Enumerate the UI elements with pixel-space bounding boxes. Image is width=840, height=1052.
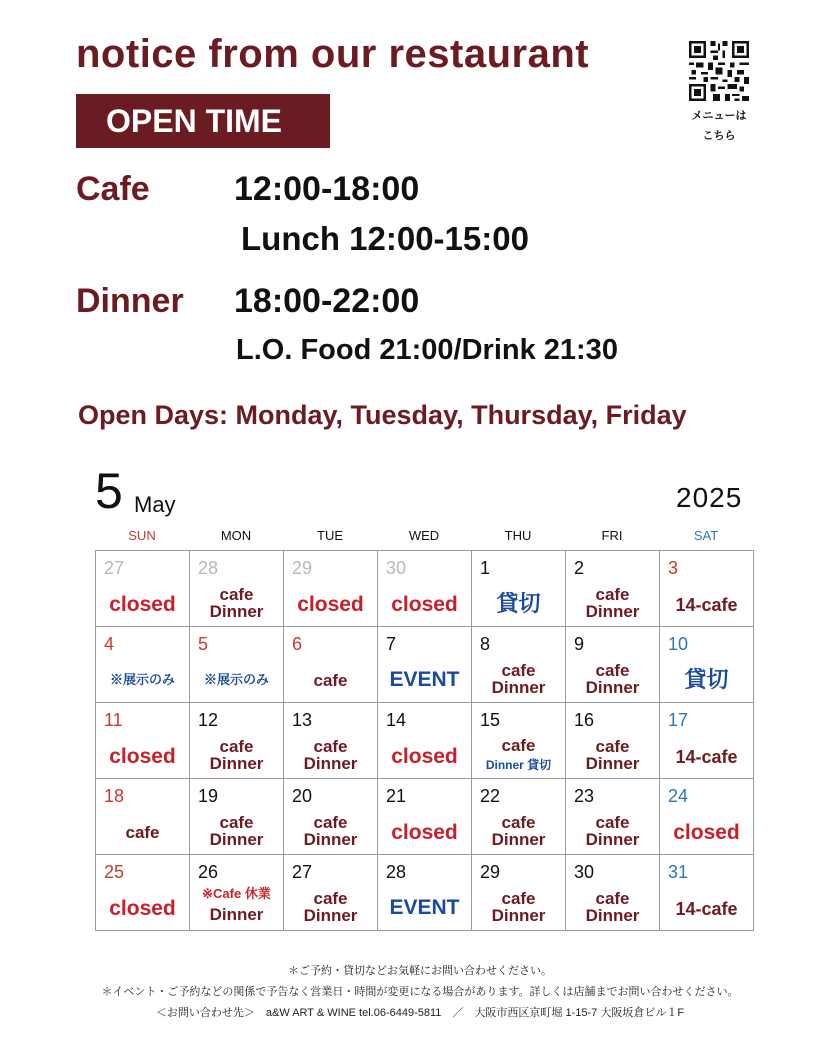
calendar-day	[660, 779, 754, 855]
day-number: 29	[480, 862, 501, 882]
calendar-day	[566, 779, 660, 855]
status-cafe-dinner	[472, 662, 565, 696]
calendar-day	[566, 551, 660, 627]
calendar-day	[660, 855, 754, 931]
calendar-week	[96, 703, 754, 779]
status-cafe: cafe	[219, 737, 254, 756]
qr-caption	[670, 106, 768, 146]
calendar-day	[378, 627, 472, 703]
day-number: 27	[292, 862, 313, 882]
day-number: 28	[198, 558, 219, 578]
dinner-label: Dinner	[76, 282, 184, 320]
weekday-header	[95, 528, 753, 548]
status-cafe-dinner	[284, 738, 377, 772]
calendar-day	[190, 855, 284, 931]
status-cafe-dinner	[284, 890, 377, 924]
status-cafe: cafe	[595, 585, 630, 604]
day-number: 4	[104, 634, 115, 654]
calendar-day	[378, 703, 472, 779]
day-number: 16	[574, 710, 595, 730]
weekday-sun: SUN	[128, 528, 156, 543]
status-dinner: Dinner	[585, 602, 640, 621]
status-dinner: Dinner	[303, 906, 358, 925]
day-number: 25	[104, 862, 125, 882]
status-cafe: cafe	[219, 585, 254, 604]
qr-caption-line2: こちら	[702, 130, 736, 142]
status-private: 貸切	[496, 591, 541, 616]
status-exhibition: ※展示のみ	[109, 672, 175, 687]
footer-note-2: ＊イベント・ご予約などの関係で予告なく営業日・時間が変更になる場合があります。詳しくは店舗までお問い合わせください。	[101, 986, 739, 998]
day-number: 14	[386, 710, 407, 730]
day-number: 20	[292, 786, 313, 806]
status-dinner: Dinner	[303, 754, 358, 773]
status-cafe: cafe	[313, 671, 348, 690]
status-closed: closed	[109, 897, 176, 920]
status-closed: closed	[391, 745, 458, 768]
calendar-day	[660, 551, 754, 627]
day-number: 1	[480, 558, 491, 578]
status-cafe-off: ※Cafe 休業	[202, 886, 271, 901]
day-number: 12	[198, 710, 219, 730]
day-number: 23	[574, 786, 595, 806]
day-number: 29	[292, 558, 313, 578]
calendar-day	[378, 779, 472, 855]
calendar-day	[472, 551, 566, 627]
status-dinner: Dinner	[585, 830, 640, 849]
day-number: 18	[104, 786, 125, 806]
day-number: 24	[668, 786, 689, 806]
weekday-fri: FRI	[601, 528, 623, 543]
status-cafe-dinner	[190, 586, 283, 620]
calendar-day	[566, 855, 660, 931]
calendar-grid	[95, 550, 754, 931]
day-number: 21	[386, 786, 407, 806]
day-number: 19	[198, 786, 219, 806]
calendar-day	[566, 627, 660, 703]
calendar-day	[96, 703, 190, 779]
month-name: May	[134, 492, 176, 517]
calendar-day	[660, 627, 754, 703]
day-number: 5	[198, 634, 209, 654]
calendar-day	[378, 551, 472, 627]
calendar-day	[566, 703, 660, 779]
calendar-day	[472, 627, 566, 703]
calendar-week	[96, 855, 754, 931]
day-number: 17	[668, 710, 689, 730]
day-number: 30	[574, 862, 595, 882]
day-number: 15	[480, 710, 501, 730]
calendar-day	[472, 779, 566, 855]
calendar-day	[96, 627, 190, 703]
status-cafe: cafe	[595, 813, 630, 832]
day-number: 7	[386, 634, 397, 654]
page-title: notice from our restaurant	[76, 32, 590, 76]
status-cafe-dinner	[566, 738, 659, 772]
status-dinner: Dinner	[491, 906, 546, 925]
day-number: 8	[480, 634, 491, 654]
month-number: 5	[95, 463, 123, 519]
calendar-day	[472, 855, 566, 931]
status-cafe: cafe	[595, 737, 630, 756]
status-14-cafe: 14-cafe	[675, 899, 738, 919]
status-dinner: Dinner	[209, 830, 264, 849]
status-cafe: cafe	[313, 889, 348, 908]
calendar-day	[96, 551, 190, 627]
status-closed: closed	[297, 593, 364, 616]
day-number: 3	[668, 558, 679, 578]
status-dinner: Dinner	[585, 754, 640, 773]
status-event: EVENT	[389, 668, 460, 691]
status-14-cafe: 14-cafe	[675, 747, 738, 767]
status-cafe: cafe	[501, 889, 536, 908]
status-cafe-dinner	[566, 890, 659, 924]
status-cafe-dinner	[472, 814, 565, 848]
status-cafe-dinner	[472, 890, 565, 924]
calendar-day	[378, 855, 472, 931]
status-closed: closed	[391, 821, 458, 844]
footer-note-1: ＊ご予約・貸切などお気軽にお問い合わせください。	[288, 965, 552, 977]
status-cafe-dinner	[284, 814, 377, 848]
status-cafe: cafe	[219, 813, 254, 832]
calendar-day	[284, 627, 378, 703]
status-private: 貸切	[684, 667, 729, 692]
calendar-day	[660, 703, 754, 779]
dinner-time: 18:00-22:00	[234, 282, 420, 320]
day-number: 28	[386, 862, 407, 882]
status-dinner: Dinner	[491, 678, 546, 697]
calendar-day	[284, 703, 378, 779]
open-time-label: OPEN TIME	[106, 102, 283, 139]
day-number: 27	[104, 558, 125, 578]
calendar-day	[96, 779, 190, 855]
weekday-wed: WED	[408, 528, 440, 543]
status-cafe: cafe	[501, 813, 536, 832]
status-cafe-dinner	[566, 814, 659, 848]
status-cafe-dinner	[190, 738, 283, 772]
day-number: 13	[292, 710, 313, 730]
status-dinner: Dinner	[585, 678, 640, 697]
calendar-day	[284, 551, 378, 627]
status-closed: closed	[391, 593, 458, 616]
day-number: 9	[574, 634, 585, 654]
status-14-cafe: 14-cafe	[675, 595, 738, 615]
open-time-badge	[76, 94, 330, 148]
calendar-day	[96, 855, 190, 931]
status-closed: closed	[109, 745, 176, 768]
qr-code-icon[interactable]	[689, 41, 749, 101]
day-number: 31	[668, 862, 689, 882]
status-cafe-dinner	[566, 662, 659, 696]
calendar-day	[190, 779, 284, 855]
lunch-time: Lunch 12:00-15:00	[241, 220, 529, 257]
open-days: Open Days: Monday, Tuesday, Thursday, Friday	[78, 400, 687, 430]
day-number: 10	[668, 634, 689, 654]
qr-caption-line1: メニューは	[691, 110, 747, 122]
status-closed: closed	[673, 821, 740, 844]
day-number: 22	[480, 786, 501, 806]
status-cafe: cafe	[313, 737, 348, 756]
status-closed: closed	[109, 593, 176, 616]
status-event: EVENT	[389, 896, 460, 919]
cafe-label: Cafe	[76, 170, 150, 208]
status-cafe: cafe	[125, 823, 160, 842]
calendar-week	[96, 779, 754, 855]
calendar-day	[190, 551, 284, 627]
status-cafe: cafe	[313, 813, 348, 832]
cafe-time: 12:00-18:00	[234, 170, 420, 208]
calendar-day	[284, 855, 378, 931]
footer-contact: ＜お問い合わせ先＞ a&W ART & WINE tel.06-6449-5811 ／ 大阪市西区京町堀 1-15-7 大阪坂倉ビル１F	[155, 1007, 685, 1019]
day-number: 6	[292, 634, 303, 654]
status-exhibition: ※展示のみ	[203, 672, 269, 687]
calendar-day	[190, 703, 284, 779]
calendar-day	[472, 703, 566, 779]
calendar-week	[96, 627, 754, 703]
weekday-tue: TUE	[317, 528, 343, 543]
status-cafe: cafe	[595, 889, 630, 908]
status-dinner: Dinner	[585, 906, 640, 925]
status-dinner: Dinner	[209, 905, 264, 924]
weekday-sat: SAT	[693, 528, 719, 543]
weekday-thu: THU	[504, 528, 532, 543]
status-cafe: cafe	[595, 661, 630, 680]
day-number: 11	[104, 710, 123, 730]
status-dinner: Dinner	[209, 602, 264, 621]
day-number: 30	[386, 558, 407, 578]
status-cafe: cafe	[501, 736, 536, 755]
last-order: L.O. Food 21:00/Drink 21:30	[236, 334, 618, 366]
status-cafe-dinner	[566, 586, 659, 620]
day-number: 26	[198, 862, 219, 882]
calendar-day	[190, 627, 284, 703]
status-dinner-private: Dinner 貸切	[485, 758, 552, 772]
status-dinner: Dinner	[209, 754, 264, 773]
calendar-year: 2025	[676, 482, 743, 513]
status-dinner: Dinner	[491, 830, 546, 849]
status-cafe: cafe	[501, 661, 536, 680]
calendar-day	[284, 779, 378, 855]
status-dinner: Dinner	[303, 830, 358, 849]
calendar-week	[96, 551, 754, 627]
weekday-mon: MON	[220, 528, 252, 543]
day-number: 2	[574, 558, 585, 578]
status-cafe-dinner	[190, 814, 283, 848]
